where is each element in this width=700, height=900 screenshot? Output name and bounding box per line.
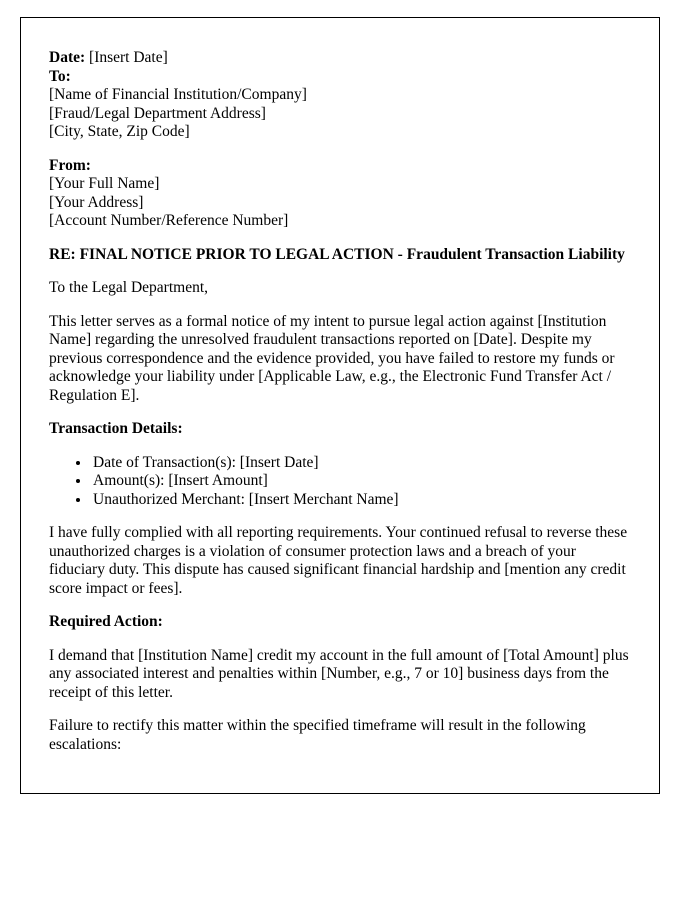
from-address-line: [Your Address] bbox=[49, 193, 144, 211]
transaction-details-list bbox=[49, 454, 631, 510]
to-block bbox=[49, 68, 631, 142]
from-address-line: [Your Full Name] bbox=[49, 175, 160, 192]
transaction-detail-item: • Unauthorized Merchant: [Insert Merchant Name] bbox=[91, 491, 631, 510]
transaction-details-heading: Transaction Details: bbox=[49, 420, 183, 437]
paragraph-escalation: Failure to rectify this matter within the specified timeframe will result in the following escalations: bbox=[49, 717, 586, 753]
date-label: Date: bbox=[49, 49, 86, 66]
from-address-line: [Account Number/Reference Number] bbox=[49, 212, 289, 229]
salutation: To the Legal Department, bbox=[49, 279, 209, 296]
to-address-line: [City, State, Zip Code] bbox=[49, 123, 190, 140]
subject-line: RE: FINAL NOTICE PRIOR TO LEGAL ACTION - Fraudulent Transaction Liability bbox=[49, 245, 625, 263]
to-address-line: [Fraud/Legal Department Address] bbox=[49, 104, 266, 122]
to-label: To: bbox=[49, 67, 71, 85]
from-label: From: bbox=[49, 156, 91, 174]
to-address-line: [Name of Financial Institution/Company] bbox=[49, 86, 307, 103]
date-value: [Insert Date] bbox=[89, 49, 168, 66]
paragraph-intro: This letter serves as a formal notice of my intent to pursue legal action against [Institution Name] regarding the unresolved fraudulent transactions reported on [Date]. Despite my previous correspondence and the evidence provided, you have failed to restore my funds or acknowledge your liability under [Applicable Law, e.g., the Electronic Fund Transfer Act / Regulation E]. bbox=[49, 312, 615, 404]
transaction-detail-item: • Amount(s): [Insert Amount] bbox=[91, 472, 631, 491]
from-block bbox=[49, 157, 631, 231]
required-action-heading: Required Action: bbox=[49, 613, 163, 630]
paragraph-compliance: I have fully complied with all reporting requirements. Your continued refusal to reverse these unauthorized charges is a violation of consumer protection laws and a breach of your fiduciary duty. This dispute has caused significant financial hardship and [mention any credit score impact or fees]. bbox=[49, 524, 628, 597]
date-line bbox=[49, 49, 631, 68]
transaction-detail-item: • Date of Transaction(s): [Insert Date] bbox=[91, 454, 631, 473]
letter-page bbox=[20, 17, 660, 794]
paragraph-demand: I demand that [Institution Name] credit my account in the full amount of [Total Amount] plus any associated interest and penalties within [Number, e.g., 7 or 10] business days from the receipt of this letter. bbox=[49, 646, 629, 701]
